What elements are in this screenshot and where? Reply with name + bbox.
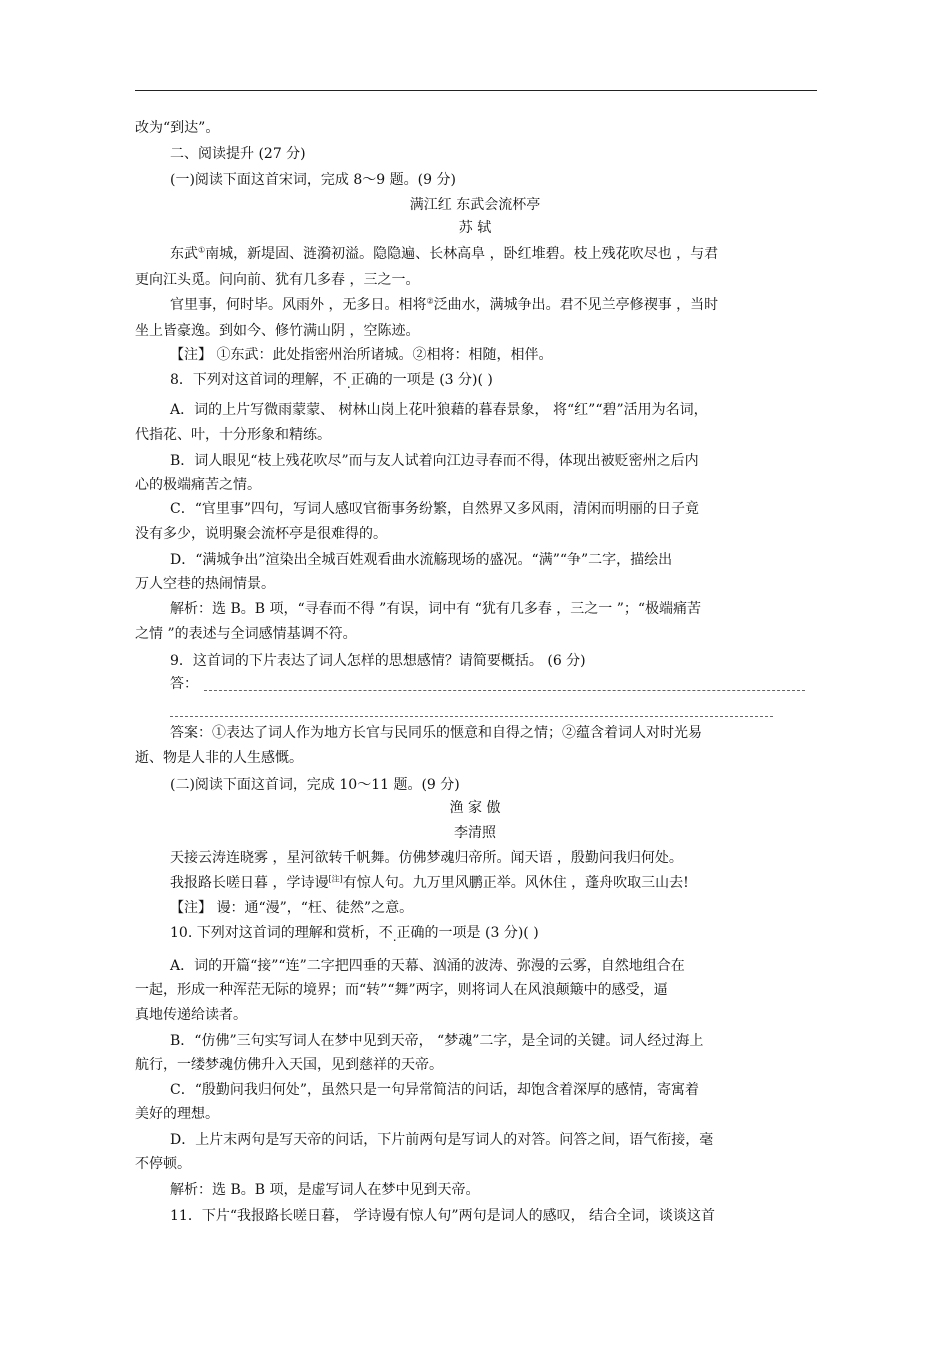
poem-note: 【注】 谩：通“漫”，“枉、徒然”之意。 [170, 900, 414, 916]
option-line: 代指花、叶，十分形象和精练。 [135, 427, 331, 443]
option-line: 万人空巷的热闹情景。 [135, 576, 275, 592]
poem-author: 李清照 [454, 825, 496, 841]
option-line: 航行，一缕梦魂仿佛升入天国，见到慈祥的天帝。 [135, 1057, 443, 1073]
analysis-line: 解析：选 B。B 项，“寻春而不得 ”有误，词中有 “犹有几多春 ，三之一 ”；“极端痛苦 [170, 601, 702, 617]
answer-text: 逝、物是人非的人生感慨。 [135, 750, 303, 766]
analysis-line: 解析：选 B。B 项，是虚写词人在梦中见到天帝。 [170, 1182, 480, 1198]
instruction-line: (二)阅读下面这首词，完成 10～11 题。(9 分) [170, 777, 460, 793]
option-line: 心的极端痛苦之情。 [135, 477, 261, 493]
poem-note: 【注】 ①东武：此处指密州治所诸城。②相将：相随，相伴。 [170, 347, 553, 363]
answer-text: 答案：①表达了词人作为地方长官与民同乐的惬意和自得之情；②蕴含着词人对时光易 [170, 725, 702, 741]
text-line: 改为“到达”。 [135, 120, 220, 136]
poem-line: 我报路长嗟日暮 ，学诗谩[注]有惊人句。九万里风鹏正举。风休住 ，蓬舟吹取三山去! [170, 874, 689, 891]
poem-title: 满江红 东武会流杯亭 [409, 197, 541, 213]
poem-line: 天接云涛连晓雾 ，星河欲转千帆舞。仿佛梦魂归帝所。闻天语 ，殷勤问我归何处。 [170, 850, 683, 866]
option-line: B．“仿佛”三句实写词人在梦中见到天帝， “梦魂”二字，是全词的关键。词人经过海上 [170, 1033, 704, 1049]
question-8: 8．下列对这首词的理解，不.正确的一项是 (3 分)( ) [170, 372, 493, 391]
option-line: A．词的上片写微雨蒙蒙、 树林山岗上花叶狼藉的暮春景象， 将“红”“碧”活用为名词， [170, 402, 708, 418]
poem-line: 官里事，何时毕。风雨外 ，无多日。相将②泛曲水，满城争出。君不见兰亭修禊事 ，当时 [170, 296, 719, 313]
option-line: 真地传递给读者。 [135, 1007, 247, 1023]
header-rule [135, 90, 817, 91]
option-line: D．上片末两句是写天帝的问话，下片前两句是写词人的对答。问答之间，语气衔接，毫 [170, 1132, 714, 1148]
poem-title: 渔 家 傲 [449, 800, 501, 816]
answer-label: 答： [170, 676, 198, 692]
option-line: A．词的开篇“接”“连”二字把四垂的天幕、汹涌的波涛、弥漫的云雾，自然地组合在 [170, 958, 685, 974]
section-heading: 二、阅读提升 (27 分) [170, 146, 306, 162]
option-line: 美好的理想。 [135, 1106, 219, 1122]
question-10: 10. 下列对这首词的理解和赏析，不.正确的一项是 (3 分)( ) [170, 925, 539, 944]
poem-line: 坐上皆豪逸。到如今、修竹满山阴 ，空陈迹。 [135, 323, 420, 339]
option-line: D．“满城争出”渲染出全城百姓观看曲水流觞现场的盛况。“满”“争”二字，描绘出 [170, 552, 673, 568]
option-line: 不停顿。 [135, 1156, 191, 1172]
analysis-line: 之情 ”的表述与全词感情基调不符。 [135, 626, 357, 642]
option-line: B．词人眼见“枝上残花吹尽”而与友人试着向江边寻春而不得，体现出被贬密州之后内 [170, 453, 699, 469]
question-9: 9．这首词的下片表达了词人怎样的思想感情？请简要概括。 (6 分) [170, 653, 586, 669]
poem-line: 东武①南城，新堤固、涟漪初溢。隐隐遍、长林高阜 ，卧红堆碧。枝上残花吹尽也 ，与君 [170, 245, 719, 262]
answer-line[interactable] [170, 716, 773, 717]
instruction-line: (一)阅读下面这首宋词，完成 8～9 题。(9 分) [170, 172, 456, 188]
question-11: 11．下片“我报路长嗟日暮， 学诗谩有惊人句”两句是词人的感叹， 结合全词，谈谈这首 [170, 1208, 716, 1224]
answer-line[interactable] [204, 690, 805, 691]
option-line: 一起，形成一种浑茫无际的境界；而“转”“舞”两字，则将词人在风浪颠簸中的感受，逼 [135, 982, 668, 998]
poem-author: 苏 轼 [458, 220, 492, 236]
poem-line: 更向江头觅。问向前、犹有几多春 ，三之一。 [135, 272, 420, 288]
option-line: 没有多少，说明聚会流杯亭是很难得的。 [135, 526, 387, 542]
option-line: C．“官里事”四句，写词人感叹官衙事务纷繁，自然界又多风雨，清闲而明丽的日子竟 [170, 501, 700, 517]
option-line: C．“殷勤问我归何处”，虽然只是一句异常简洁的问话，却饱含着深厚的感情，寄寓着 [170, 1082, 700, 1098]
